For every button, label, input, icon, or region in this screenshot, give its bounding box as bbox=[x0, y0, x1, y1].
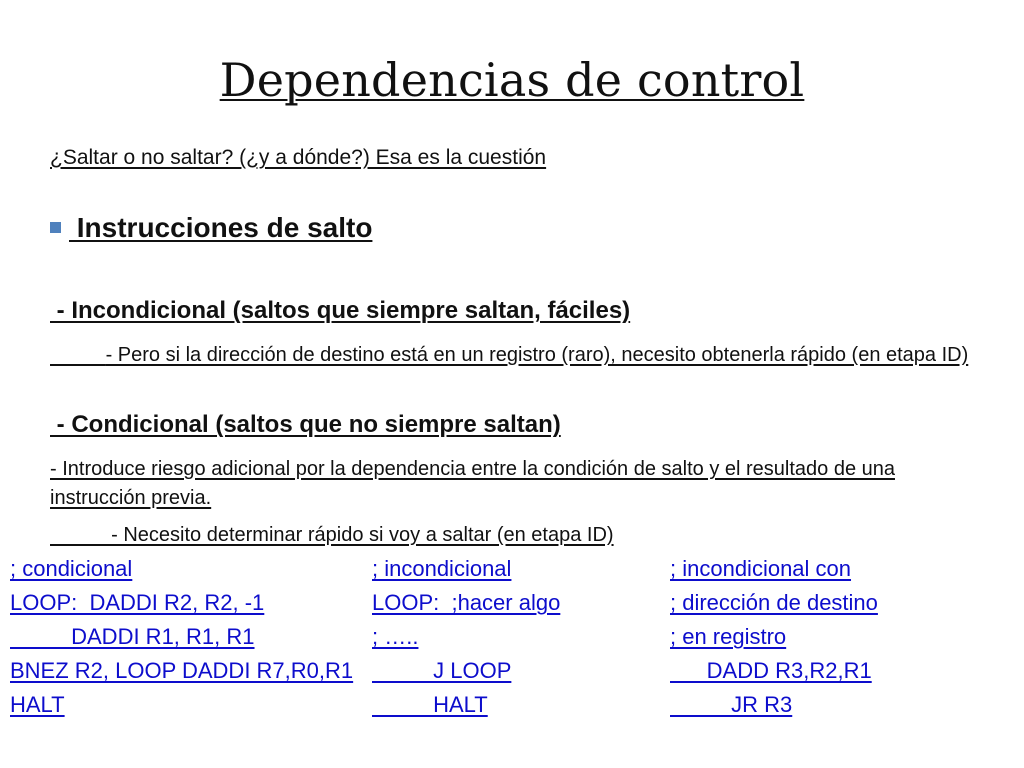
slide-title: Dependencias de control bbox=[219, 53, 805, 107]
code-line: ; ….. bbox=[372, 624, 419, 649]
code-line: J LOOP bbox=[372, 658, 512, 683]
bullet-heading: Instrucciones de salto bbox=[69, 212, 373, 243]
code-line: LOOP: DADDI R2, R2, -1 bbox=[10, 590, 265, 615]
bullet-square-icon bbox=[50, 222, 61, 233]
bullet-heading-row bbox=[50, 210, 372, 246]
code-line: DADDI R1, R1, R1 bbox=[10, 624, 255, 649]
pero-text: - Pero si la dirección de destino está en un registro (raro), necesito obtenerla rápido (en etapa ID) bbox=[50, 344, 969, 366]
code-line: HALT bbox=[372, 692, 488, 717]
incondicional-heading bbox=[50, 296, 980, 326]
subtitle: ¿Saltar o no saltar? (¿y a dónde?) Esa es la cuestión bbox=[50, 146, 547, 169]
necesito-text: - Necesito determinar rápido si voy a saltar (en etapa ID) bbox=[50, 524, 614, 546]
code-column-registro bbox=[670, 552, 878, 722]
code-line: ; incondicional con bbox=[670, 556, 852, 581]
incondicional-text: - Incondicional (saltos que siempre saltan, fáciles) bbox=[50, 297, 631, 324]
code-line: ; en registro bbox=[670, 624, 787, 649]
code-line: DADD R3,R2,R1 bbox=[670, 658, 872, 683]
code-column-condicional bbox=[10, 552, 360, 722]
code-line: BNEZ R2, LOOP DADDI R7,R0,R1 bbox=[10, 658, 354, 683]
code-line: ; incondicional bbox=[372, 556, 512, 581]
code-line: ; condicional bbox=[10, 556, 133, 581]
necesito-paragraph bbox=[50, 521, 980, 550]
code-line: HALT bbox=[10, 692, 65, 717]
pero-paragraph bbox=[50, 341, 980, 370]
code-line: JR R3 bbox=[670, 692, 793, 717]
condicional-heading bbox=[50, 410, 980, 440]
code-line: LOOP: ;hacer algo bbox=[372, 590, 561, 615]
riesgo-text: - Introduce riesgo adicional por la dependencia entre la condición de salto y el resultado de una instrucción previa. bbox=[50, 458, 895, 509]
condicional-text: - Condicional (saltos que no siempre saltan) bbox=[50, 411, 561, 438]
code-column-incondicional bbox=[372, 552, 560, 722]
riesgo-paragraph bbox=[50, 455, 980, 513]
code-line: ; dirección de destino bbox=[670, 590, 878, 615]
